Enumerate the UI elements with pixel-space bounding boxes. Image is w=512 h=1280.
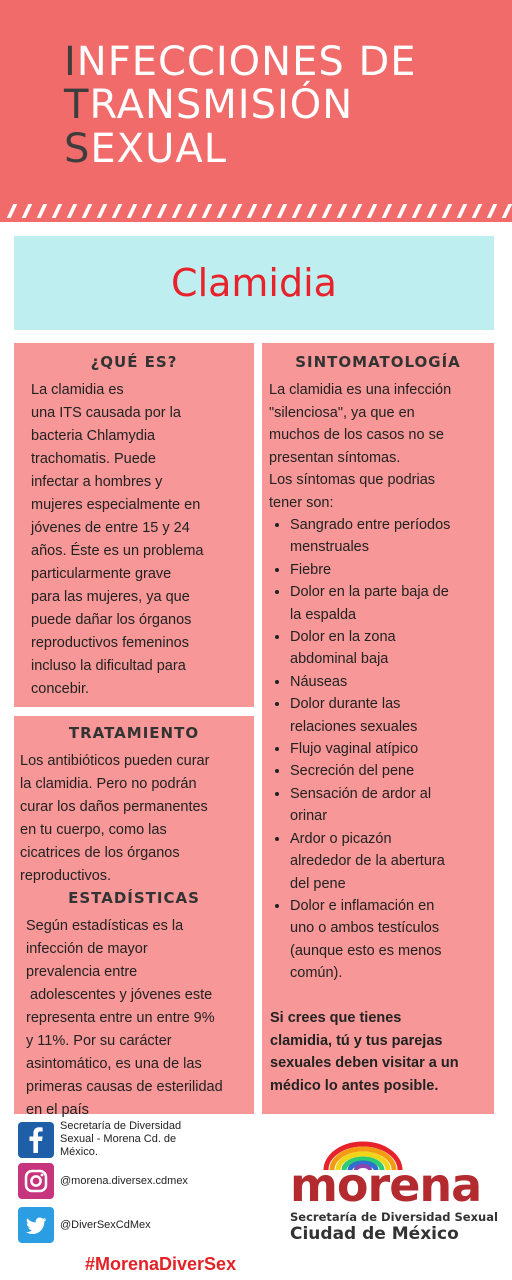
symptom-item: • Dolor en la zona abdominal baja (290, 626, 450, 671)
symptom-item: • Ardor o picazón alrededor de la abertura del pene (290, 828, 450, 895)
dash-mark (292, 204, 303, 218)
dash-mark (37, 204, 48, 218)
dash-mark (232, 204, 243, 218)
sintomatologia-intro: La clamidia es una infección "silenciosa", ya que en muchos de los casos no se presentan síntomas. Los síntomas que podrias tener son: (269, 382, 452, 511)
que-es-text: La clamidia es una ITS causada por la bacteria Chlamydia trachomatis. Puede infectar a hombres y mujeres especialmente en jóvenes de entre 15 y 24 años. Éste es un problema particularmente grave para las mujeres, ya que puede dañar los órganos reproductivos femeninos incluso la dificultad para concebir. (31, 382, 204, 697)
dash-mark (307, 204, 318, 218)
symptom-item: • Sangrado entre períodos menstruales (290, 514, 450, 559)
dash-mark (82, 204, 93, 218)
title-line-1: INFECCIONES DE (64, 39, 417, 85)
facebook-icon (18, 1122, 54, 1158)
header-banner (0, 0, 512, 200)
call-to-action: Si crees que tienes clamidia, tú y tus parejas sexuales deben visitar a un médico lo antes posible. (270, 1010, 459, 1094)
dash-mark (487, 204, 498, 218)
dash-mark (172, 204, 183, 218)
tratamiento-box (14, 716, 254, 1118)
dash-mark (457, 204, 468, 218)
dash-mark (502, 204, 512, 218)
symptom-item: • Dolor durante las relaciones sexuales (290, 693, 450, 738)
title-line-2: TRANSMISIÓN (64, 82, 354, 128)
dash-mark (157, 204, 168, 218)
dash-mark (262, 204, 273, 218)
dash-mark (7, 204, 18, 218)
logo-wordmark: morena (290, 1158, 482, 1212)
dash-mark (397, 204, 408, 218)
dash-mark (112, 204, 123, 218)
facebook-link[interactable] (18, 1120, 181, 1159)
que-es-title: ¿QUÉ ES? (90, 353, 178, 371)
symptom-item: • Secreción del pene (290, 760, 450, 782)
estadisticas-title: ESTADÍSTICAS (68, 889, 200, 907)
topic-banner (14, 236, 494, 330)
dash-mark (472, 204, 483, 218)
dash-mark (322, 204, 333, 218)
symptom-item: • Fiebre (290, 559, 450, 581)
dash-mark (247, 204, 258, 218)
dash-mark (202, 204, 213, 218)
hashtag: #MorenaDiverSex (85, 1254, 237, 1274)
instagram-link[interactable] (18, 1163, 188, 1199)
dash-mark (142, 204, 153, 218)
dash-mark (277, 204, 288, 218)
twitter-link[interactable] (18, 1207, 151, 1243)
dash-mark (352, 204, 363, 218)
morena-logo (286, 1138, 496, 1248)
instagram-handle: @morena.diversex.cdmex (60, 1174, 188, 1187)
dash-mark (52, 204, 63, 218)
dash-mark (97, 204, 108, 218)
que-es-box (14, 343, 254, 707)
symptom-item: • Sensación de ardor al orinar (290, 783, 450, 828)
topic-title: Clamidia (171, 261, 337, 305)
dash-mark (382, 204, 393, 218)
sintomatologia-title: SINTOMATOLOGÍA (295, 353, 461, 371)
logo-subtitle: Secretaría de Diversidad Sexual (290, 1210, 498, 1224)
dashed-divider (0, 200, 512, 222)
dash-mark (412, 204, 423, 218)
symptom-list (262, 514, 450, 985)
sintomatologia-box (262, 343, 494, 1114)
symptom-item: • Dolor en la parte baja de la espalda (290, 581, 450, 626)
facebook-label: Secretaría de Diversidad Sexual - Morena Cd. de México. (60, 1120, 182, 1158)
dash-mark (127, 204, 138, 218)
tratamiento-title: TRATAMIENTO (68, 724, 200, 742)
dash-mark (427, 204, 438, 218)
dash-mark (367, 204, 378, 218)
symptom-item: • Flujo vaginal atípico (290, 738, 450, 760)
symptom-item: • Náuseas (290, 671, 450, 693)
instagram-icon (18, 1163, 54, 1199)
title-line-3: SEXUAL (64, 126, 227, 172)
dash-mark (217, 204, 228, 218)
logo-city: Ciudad de México (290, 1224, 459, 1244)
dash-mark (67, 204, 78, 218)
dash-mark (187, 204, 198, 218)
twitter-handle: @DiverSexCdMex (60, 1218, 151, 1231)
tratamiento-text: Los antibióticos pueden curar la clamidia. Pero no podrán curar los daños permanentes en tu cuerpo, como las cicatrices de los órganos reproductivos. (20, 753, 210, 884)
symptom-item: • Dolor e inflamación en uno o ambos testículos (aunque esto es menos común). (290, 895, 450, 985)
estadisticas-text: Según estadísticas es la infección de mayor prevalencia entre adolescentes y jóvenes este representa entre un entre 9% y 11%. Por su carácter asintomático, es una de las primeras causas de esterilidad en el país (26, 918, 223, 1118)
twitter-icon (18, 1207, 54, 1243)
dash-mark (337, 204, 348, 218)
dash-mark (22, 204, 33, 218)
dash-mark (442, 204, 453, 218)
